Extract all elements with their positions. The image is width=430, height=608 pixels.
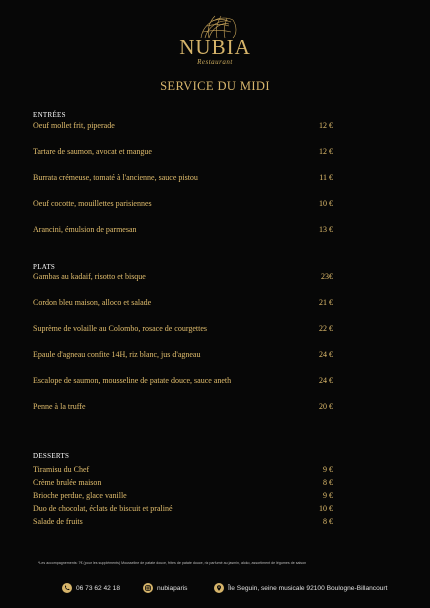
menu-item-name: Suprème de volaille au Colombo, rosace de courgettes: [33, 324, 208, 333]
menu-item-name: Tartare de saumon, avocat et mangue: [33, 147, 152, 156]
instagram-contact[interactable]: [143, 581, 187, 595]
menu-item-price: 21 €: [319, 298, 333, 307]
section-label-desserts: DESSERTS: [33, 452, 70, 460]
instagram-handle: nubiaparis: [157, 584, 188, 592]
page-title: SERVICE DU MIDI: [160, 79, 270, 93]
phone-number: 06 73 62 42 18: [76, 584, 120, 592]
menu-item: [33, 350, 333, 362]
menu-item: [33, 199, 333, 211]
menu-item: [33, 478, 333, 490]
menu-item-name: Duo de chocolat, éclats de biscuit et praliné: [33, 504, 173, 513]
menu-item-name: Escalope de saumon, mousseline de patate douce, sauce aneth: [33, 376, 232, 385]
menu-item: [33, 225, 333, 237]
menu-item: [33, 402, 333, 414]
contact-footer: [0, 581, 430, 595]
menu-item: [33, 491, 333, 503]
menu-item-price: 13 €: [319, 225, 333, 234]
menu-item: [33, 324, 333, 336]
menu-item-name: Gambas au kadaif, risotto et bisque: [33, 272, 146, 281]
menu-item-price: 8 €: [323, 517, 333, 526]
menu-item-price: 24 €: [319, 376, 333, 385]
menu-item-price: 12 €: [319, 121, 333, 130]
menu-item: [33, 376, 333, 388]
menu-item-name: Tiramisu du Chef: [33, 465, 90, 474]
section-label-plats: PLATS: [33, 263, 56, 271]
menu-item: [33, 298, 333, 310]
restaurant-logo: [165, 8, 265, 70]
menu-item-name: Epaule d'agneau confite 14H, riz blanc, jus d'agneau: [33, 350, 201, 359]
menu-item-price: 8 €: [323, 478, 333, 487]
menu-item-price: 23€: [321, 272, 333, 281]
menu-item-price: 10 €: [319, 199, 333, 208]
menu-item-price: 22 €: [319, 324, 333, 333]
phone-contact[interactable]: [62, 581, 120, 595]
menu-item-name: Penne à la truffe: [33, 402, 86, 411]
location-pin-icon: [214, 583, 224, 593]
menu-item-price: 9 €: [323, 465, 333, 474]
logo-wordmark: NUBIA: [179, 35, 251, 59]
instagram-icon: [143, 583, 153, 593]
sides-footnote: *Les accompagnements: 7€ (pour les suppléments) Mousseline de patate douce, frites de patate douce, riz parfumé au jasmin, aloko, assortiment de légumes de saison: [38, 561, 307, 565]
menu-item-price: 20 €: [319, 402, 333, 411]
menu-item: [33, 173, 333, 185]
menu-item-name: Burrata crémeuse, tomaté à l'ancienne, sauce pistou: [33, 173, 198, 182]
menu-item-price: 24 €: [319, 350, 333, 359]
menu-item-price: 9 €: [323, 491, 333, 500]
address-contact[interactable]: [214, 581, 387, 595]
address-text: Île Seguin, seine musicale 92100 Boulogne-Billancourt: [228, 584, 388, 592]
menu-item-name: Oeuf cocotte, mouillettes parisiennes: [33, 199, 152, 208]
menu-item-name: Arancini, émulsion de parmesan: [33, 225, 137, 234]
menu-item-name: Brioche perdue, glace vanille: [33, 491, 127, 500]
menu-item: [33, 121, 333, 133]
menu-item-price: 11 €: [319, 173, 333, 182]
menu-item: [33, 465, 333, 477]
menu-item-name: Cordon bleu maison, alloco et salade: [33, 298, 152, 307]
menu-item-name: Salade de fruits: [33, 517, 83, 526]
menu-item: [33, 504, 333, 516]
section-label-entrees: ENTRÉES: [33, 111, 66, 119]
menu-item-price: 10 €: [319, 504, 333, 513]
menu-item: [33, 517, 333, 529]
menu-item: [33, 147, 333, 159]
menu-item: [33, 272, 333, 284]
phone-icon: [62, 583, 72, 593]
menu-item-name: Crème brulée maison: [33, 478, 102, 487]
menu-item-name: Oeuf mollet frit, piperade: [33, 121, 115, 130]
logo-tagline: Restaurant: [197, 58, 233, 66]
menu-item-price: 12 €: [319, 147, 333, 156]
